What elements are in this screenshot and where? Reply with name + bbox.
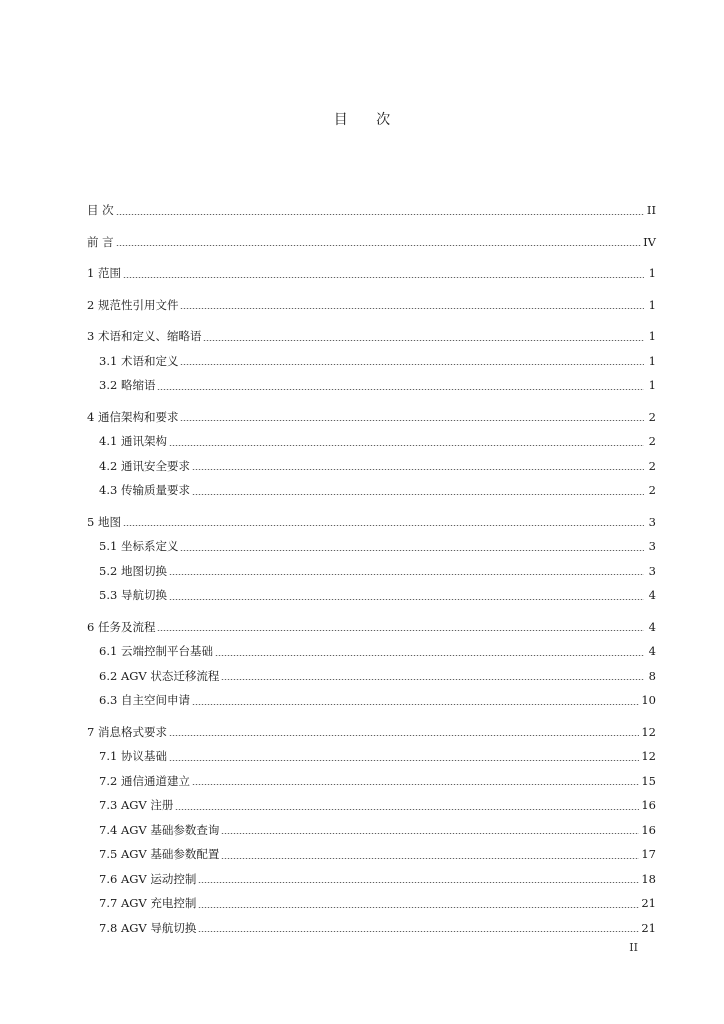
toc-entry-page: 12	[641, 749, 656, 764]
toc-entry-page: 3	[648, 514, 656, 529]
toc-entry[interactable]	[87, 842, 656, 867]
toc-entry-title: 5.3 导航切换	[99, 588, 167, 603]
dot-leader	[169, 760, 639, 761]
page-number: II	[629, 941, 638, 954]
toc-entry-page: 16	[641, 798, 656, 813]
toc-entry[interactable]	[87, 324, 656, 349]
toc-entry[interactable]	[87, 769, 656, 794]
toc-entry-page: 21	[641, 920, 656, 935]
dot-leader	[175, 809, 639, 810]
toc-entry[interactable]	[87, 373, 656, 398]
toc-entry-page: 2	[648, 409, 656, 424]
toc-entry[interactable]	[87, 583, 656, 608]
toc-entry-title: 6.1 云端控制平台基础	[99, 644, 213, 659]
toc-entry[interactable]	[87, 720, 656, 745]
toc-entry-page: 4	[648, 644, 656, 659]
toc-entry-page: 2	[648, 434, 656, 449]
toc-entry-page: 18	[641, 871, 656, 886]
dot-leader	[221, 679, 644, 680]
toc-entry-title: 7.3 AGV 注册	[99, 798, 174, 813]
toc-entry[interactable]	[87, 818, 656, 843]
table-of-contents	[87, 198, 656, 940]
toc-entry-title: 前 言	[87, 234, 114, 249]
dot-leader	[221, 833, 639, 834]
dot-leader	[192, 784, 639, 785]
toc-entry-title: 4.3 传输质量要求	[99, 483, 190, 498]
toc-entry-page: 3	[648, 539, 656, 554]
toc-entry-title: 5 地图	[87, 514, 121, 529]
dot-leader	[180, 550, 644, 551]
toc-entry[interactable]	[87, 349, 656, 374]
toc-entry-title: 7.7 AGV 充电控制	[99, 896, 197, 911]
toc-entry-page: 8	[648, 668, 656, 683]
toc-entry-title: 4 通信架构和要求	[87, 409, 179, 424]
toc-entry-title: 6.3 自主空间申请	[99, 693, 190, 708]
toc-entry[interactable]	[87, 559, 656, 584]
toc-entry-title: 7 消息格式要求	[87, 724, 167, 739]
dot-leader	[169, 735, 639, 736]
toc-entry[interactable]	[87, 867, 656, 892]
toc-entry[interactable]	[87, 478, 656, 503]
toc-entry-page: 3	[648, 563, 656, 578]
toc-entry-page: 4	[648, 619, 656, 634]
toc-entry[interactable]	[87, 891, 656, 916]
toc-entry-title: 5.2 地图切换	[99, 563, 167, 578]
dot-leader	[123, 277, 644, 278]
toc-entry[interactable]	[87, 688, 656, 713]
dot-leader	[169, 599, 644, 600]
toc-entry-page: 2	[648, 483, 656, 498]
toc-entry[interactable]	[87, 510, 656, 535]
dot-leader	[221, 858, 639, 859]
toc-entry-title: 3.2 略缩语	[99, 378, 156, 393]
toc-entry[interactable]	[87, 534, 656, 559]
toc-entry[interactable]	[87, 664, 656, 689]
toc-entry-page: 1	[648, 378, 656, 393]
toc-entry-page: 1	[648, 266, 656, 281]
toc-entry-page: 17	[641, 847, 656, 862]
toc-entry-page: IV	[643, 234, 656, 249]
dot-leader	[180, 420, 644, 421]
dot-leader	[180, 364, 644, 365]
toc-entry-title: 4.1 通讯架构	[99, 434, 167, 449]
toc-entry[interactable]	[87, 916, 656, 941]
toc-entry[interactable]	[87, 261, 656, 286]
toc-entry[interactable]	[87, 454, 656, 479]
toc-entry-page: 15	[641, 773, 656, 788]
toc-entry-title: 7.2 通信通道建立	[99, 773, 190, 788]
toc-entry[interactable]	[87, 293, 656, 318]
dot-leader	[203, 340, 644, 341]
dot-leader	[157, 630, 644, 631]
toc-entry[interactable]	[87, 639, 656, 664]
dot-leader	[116, 214, 644, 215]
dot-leader	[192, 494, 644, 495]
toc-entry-page: 1	[648, 329, 656, 344]
dot-leader	[198, 931, 639, 932]
toc-entry-page: 10	[641, 693, 656, 708]
toc-entry-title: 7.8 AGV 导航切换	[99, 920, 197, 935]
toc-entry-title: 6 任务及流程	[87, 619, 156, 634]
toc-entry[interactable]	[87, 405, 656, 430]
toc-entry[interactable]	[87, 198, 656, 223]
toc-entry-page: 1	[648, 353, 656, 368]
toc-entry-title: 7.6 AGV 运动控制	[99, 871, 197, 886]
toc-entry-page: 16	[641, 822, 656, 837]
dot-leader	[198, 882, 639, 883]
toc-entry-title: 2 规范性引用文件	[87, 297, 179, 312]
dot-leader	[192, 469, 644, 470]
toc-entry-page: 2	[648, 458, 656, 473]
dot-leader	[198, 907, 639, 908]
dot-leader	[215, 655, 644, 656]
toc-entry-title: 目 次	[87, 203, 114, 218]
toc-entry-title: 4.2 通讯安全要求	[99, 458, 190, 473]
toc-entry-title: 6.2 AGV 状态迁移流程	[99, 668, 220, 683]
toc-entry-page: 21	[641, 896, 656, 911]
dot-leader	[169, 574, 644, 575]
toc-entry[interactable]	[87, 429, 656, 454]
toc-entry[interactable]	[87, 615, 656, 640]
toc-entry-page: 1	[648, 297, 656, 312]
dot-leader	[123, 525, 644, 526]
dot-leader	[180, 308, 644, 309]
dot-leader	[169, 445, 644, 446]
toc-entry[interactable]	[87, 744, 656, 769]
toc-entry-page: 12	[641, 724, 656, 739]
toc-entry-title: 5.1 坐标系定义	[99, 539, 179, 554]
toc-entry-title: 7.5 AGV 基础参数配置	[99, 847, 220, 862]
toc-entry-title: 1 范围	[87, 266, 121, 281]
toc-entry-title: 3 术语和定义、缩略语	[87, 329, 202, 344]
toc-entry-page: II	[646, 203, 656, 218]
toc-entry-page: 4	[648, 588, 656, 603]
toc-entry-title: 7.4 AGV 基础参数查询	[99, 822, 220, 837]
dot-leader	[192, 704, 639, 705]
toc-entry[interactable]	[87, 230, 656, 255]
page-title: 目 次	[333, 112, 403, 128]
toc-entry-title: 3.1 术语和定义	[99, 353, 179, 368]
toc-entry-title: 7.1 协议基础	[99, 749, 167, 764]
dot-leader	[116, 245, 641, 246]
dot-leader	[157, 389, 644, 390]
toc-entry[interactable]	[87, 793, 656, 818]
